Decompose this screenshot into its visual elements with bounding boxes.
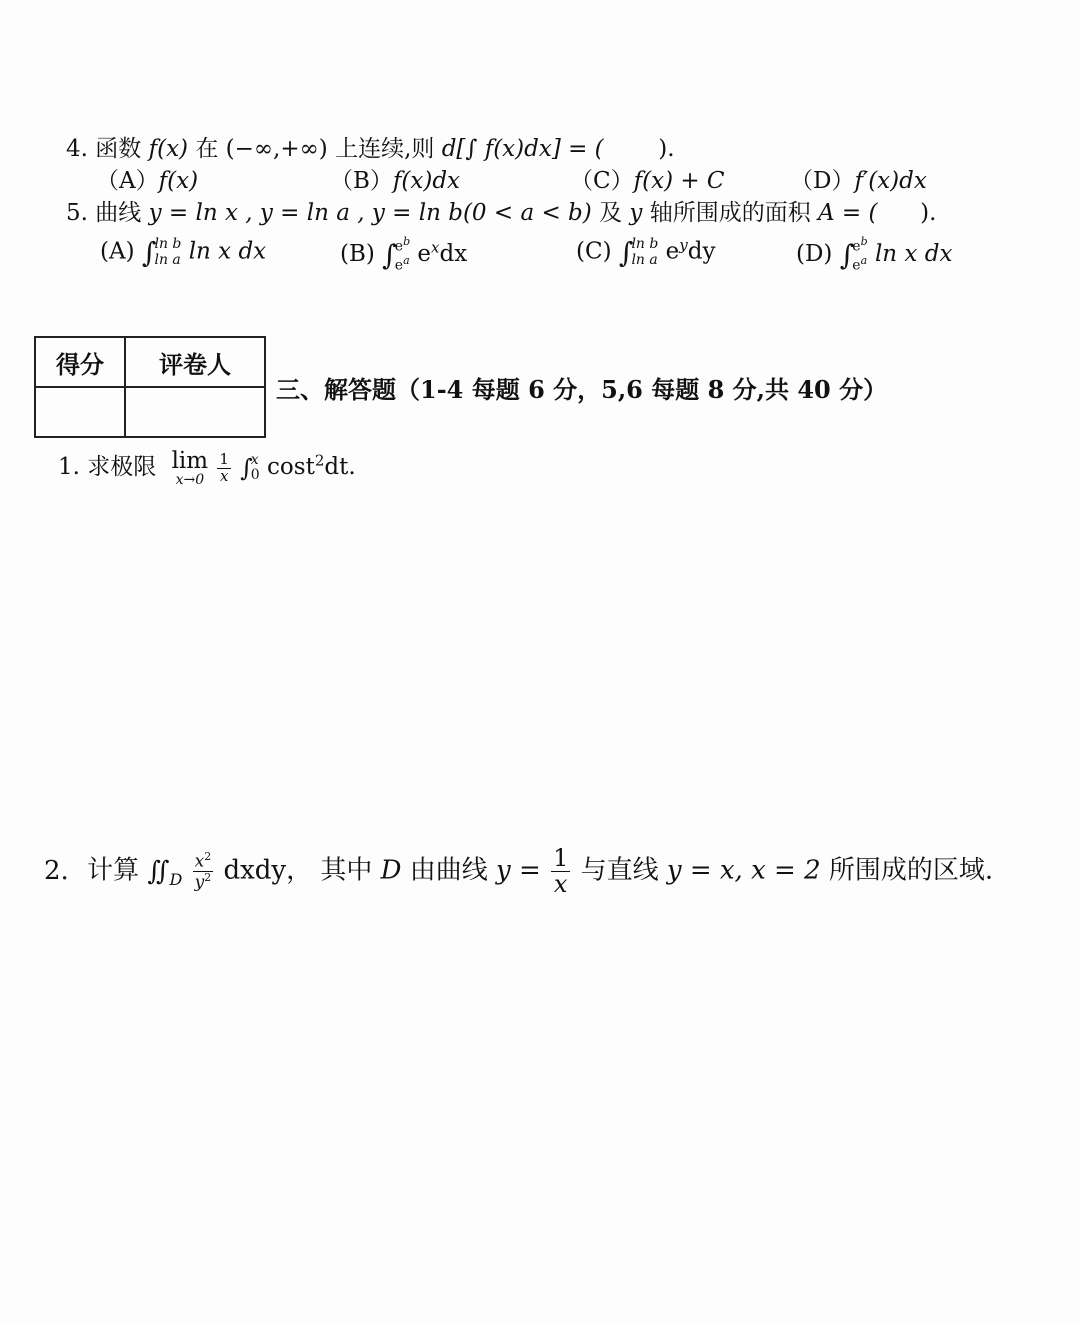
q4-option-c: （C）f(x) + C: [570, 168, 725, 194]
answer-paren-close: ).: [920, 200, 937, 226]
score-header: 得分: [35, 337, 125, 387]
grader-cell: [125, 387, 265, 437]
math-expression: y: [629, 200, 643, 226]
fraction: $\frac{x^2}{y^2}$: [194, 849, 212, 893]
limit-expression: lim x→0: [171, 447, 209, 488]
math-expression: (−∞,+∞): [225, 136, 328, 162]
question-text: 轴所围成的面积: [649, 200, 811, 226]
section-title: 三、解答题（1-4 每题 6 分，5,6 每题 8 分,共 40 分）: [276, 375, 888, 404]
q4-option-d: （D）f′(x)dx: [790, 168, 927, 194]
problem-number: 1.: [58, 454, 80, 480]
q5-option-a: (A) ∫ ln b ln a ln x dx: [100, 236, 267, 269]
q5-option-d: (D) ∫ $e^b$ $e^a$ ln x dx: [796, 235, 953, 274]
fraction: $\frac{1}{x}$: [553, 844, 569, 899]
question-text: 函数: [95, 136, 142, 162]
q5-option-b: (B) ∫ $e^b$ $e^a$ $e^xdx$: [340, 235, 468, 274]
problem-number: 2.: [44, 855, 69, 886]
fraction: $\frac{1}{x}$: [219, 449, 229, 485]
score-table: [34, 336, 266, 438]
score-cell: [35, 387, 125, 437]
question-number: 4.: [66, 136, 88, 162]
q4-option-a: （A）f(x): [96, 168, 199, 194]
problem-text: 求极限: [87, 454, 157, 480]
q4-option-b: （B）f(x)dx: [330, 168, 461, 194]
question-text: 及: [599, 200, 623, 226]
question-5: [66, 194, 936, 227]
math-expression: A = (: [818, 200, 878, 226]
answer-paren-close: ).: [658, 136, 675, 162]
grader-header: 评卷人: [125, 337, 265, 387]
problem-text: 计算: [87, 855, 140, 886]
problem-1: 1. 求极限 lim x→0 $\frac{1}{x}$ ∫ x 0 cost$^2$dt.: [58, 447, 356, 488]
math-expression: d[∫ f(x)dx] = (: [441, 136, 604, 162]
q5-option-c: (C) ∫ ln b ln a $e^ydy$: [576, 235, 716, 269]
question-number: 5.: [66, 200, 88, 226]
question-text: 在: [195, 136, 219, 162]
question-text: 上连续,则: [335, 136, 435, 162]
math-expression: f(x): [148, 136, 189, 162]
problem-2: 2. 计算 $∬_D$ $\frac{x^2}{y^2}$ dxdy， 其中 D 由曲线 y = $\frac{1}{x}$ 与直线 y = x, x = 2 所围成的区域.: [44, 844, 994, 899]
question-text: 曲线: [95, 200, 142, 226]
question-4: [66, 130, 675, 163]
math-expression: y = ln x , y = ln a , y = ln b(0 < a < b): [148, 200, 592, 226]
